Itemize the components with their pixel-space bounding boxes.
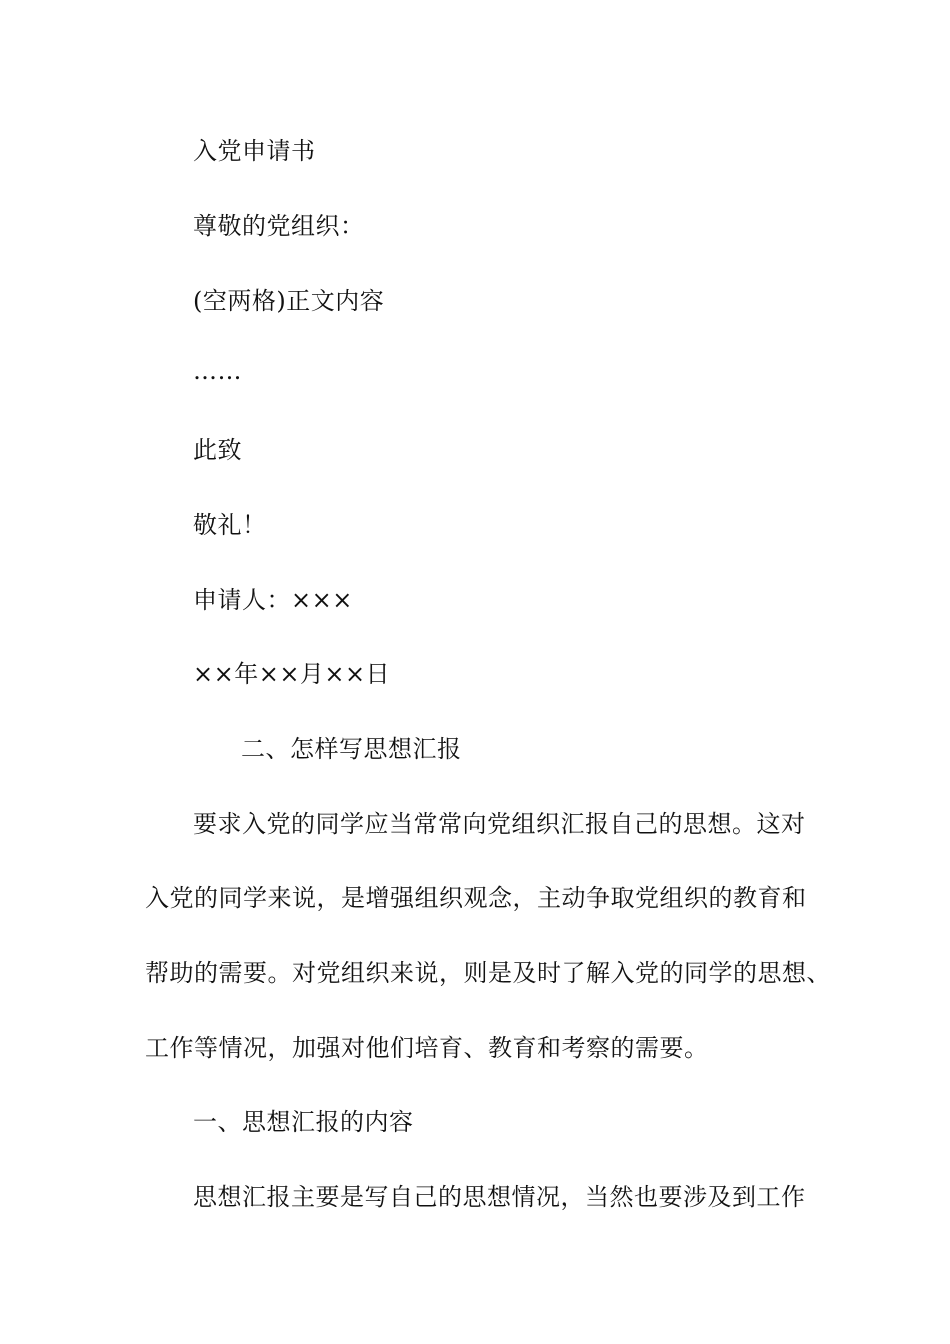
subheading: 一、思想汇报的内容 (193, 1108, 414, 1136)
document-title: 入党申请书 (193, 137, 316, 165)
salutation: 尊敬的党组织： (193, 212, 365, 240)
date-line: ××年××月××日 (193, 660, 391, 688)
paragraph-1-line-2: 入党的同学来说，是增强组织观念，主动争取党组织的教育和 (145, 884, 807, 912)
paragraph-1-line-4: 工作等情况，加强对他们培育、教育和考察的需要。 (145, 1034, 709, 1062)
applicant-line: 申请人：××× (193, 586, 353, 614)
ellipsis: …… (193, 357, 242, 385)
closing-line-2: 敬礼！ (193, 511, 267, 539)
section-heading: 二、怎样写思想汇报 (241, 735, 462, 763)
paragraph-1-line-1: 要求入党的同学应当常常向党组织汇报自己的思想。这对 (193, 810, 806, 838)
body-placeholder: (空两格)正文内容 (193, 287, 385, 315)
paragraph-2-line-1: 思想汇报主要是写自己的思想情况，当然也要涉及到工作 (193, 1183, 806, 1211)
paragraph-1-line-3: 帮助的需要。对党组织来说，则是及时了解入党的同学的思想、 (145, 959, 831, 987)
closing-line-1: 此致 (193, 436, 242, 464)
